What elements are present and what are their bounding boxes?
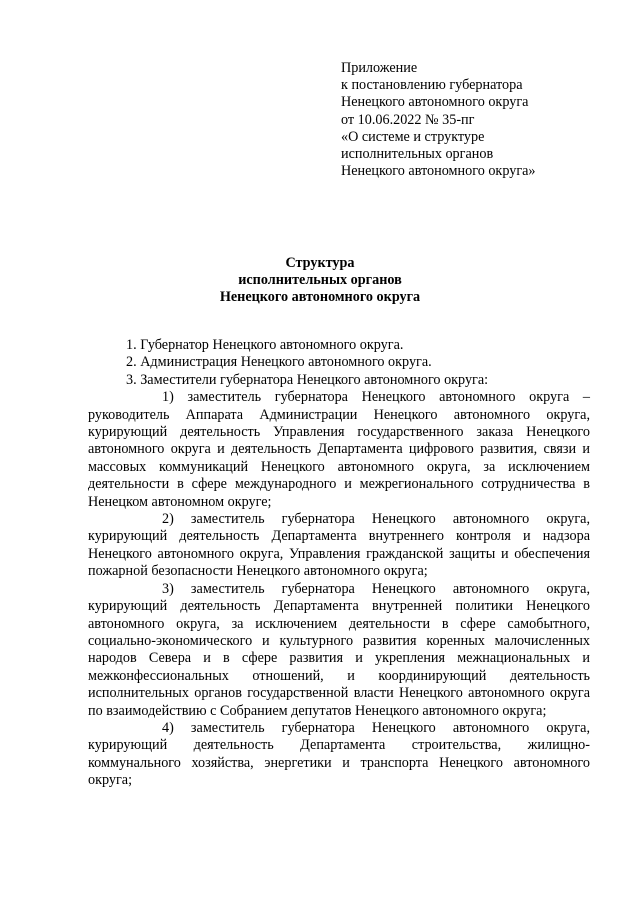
appendix-line: к постановлению губернатора (341, 77, 523, 94)
appendix-line: Приложение (341, 60, 418, 76)
document-title (0, 255, 640, 306)
sub-item-text: заместитель губернатора Ненецкого автономного округа, курирующий деятельность Департамента строительства, жилищно-коммунального хозяйства, энергетики и транспорта Ненецкого автономного округа; (88, 719, 590, 789)
sub-item-number: 3) (162, 580, 174, 597)
title-line: Ненецкого автономного округа (219, 289, 421, 305)
sub-item (88, 581, 590, 720)
appendix-line: Ненецкого автономного округа (341, 94, 529, 111)
sub-item-text: заместитель губернатора Ненецкого автономного округа – руководитель Аппарата Администрации Ненецкого автономного округа, курирующий деятельность Управления государственного заказа Ненецкого автономного округа и деятельность Департамента цифрового развития, связи и массовых коммуникаций Ненецкого автономного округа, за исключением деятельности в сфере международного и межрегионального сотрудничества в Ненецком автономном округе; (88, 389, 590, 510)
sub-item-number: 4) (162, 719, 174, 736)
list-item: 2. Администрация Ненецкого автономного округа. (126, 354, 432, 371)
sub-item (88, 720, 590, 790)
sub-item-text: заместитель губернатора Ненецкого автономного округа, курирующий деятельность Департамента внутренней политики Ненецкого автономного округа, за исключением деятельности в сфере самобытного, социально-экономического и культурного развития коренных малочисленных народов Севера и в сфере развития и укрепления межнациональных и межконфессиональных отношений, и координирующий деятельность исполнительных органов государственной власти Ненецкого автономного округа по взаимодействию с Собранием депутатов Ненецкого автономного округа; (88, 580, 590, 719)
appendix-header (341, 60, 536, 180)
list-item: 1. Губернатор Ненецкого автономного округа. (126, 337, 404, 353)
appendix-line: Ненецкого автономного округа» (341, 163, 536, 180)
title-line: Структура (285, 255, 355, 271)
title-line: исполнительных органов (238, 272, 402, 288)
list-item: 3. Заместители губернатора Ненецкого автономного округа: (126, 371, 489, 388)
sub-item (88, 389, 590, 511)
sub-item (88, 511, 590, 581)
sub-item-text: заместитель губернатора Ненецкого автономного округа, курирующий деятельность Департамента внутреннего контроля и надзора Ненецкого автономного округа, Управления гражданской защиты и обеспечения пожарной безопасности Ненецкого автономного округа; (88, 511, 590, 580)
appendix-line: «О системе и структуре (341, 128, 485, 145)
sub-item-number: 1) (162, 389, 174, 406)
appendix-line: от 10.06.2022 № 35-пг (341, 111, 475, 128)
sub-item-number: 2) (162, 511, 174, 528)
appendix-line: исполнительных органов (341, 146, 494, 163)
document-body (88, 337, 590, 790)
